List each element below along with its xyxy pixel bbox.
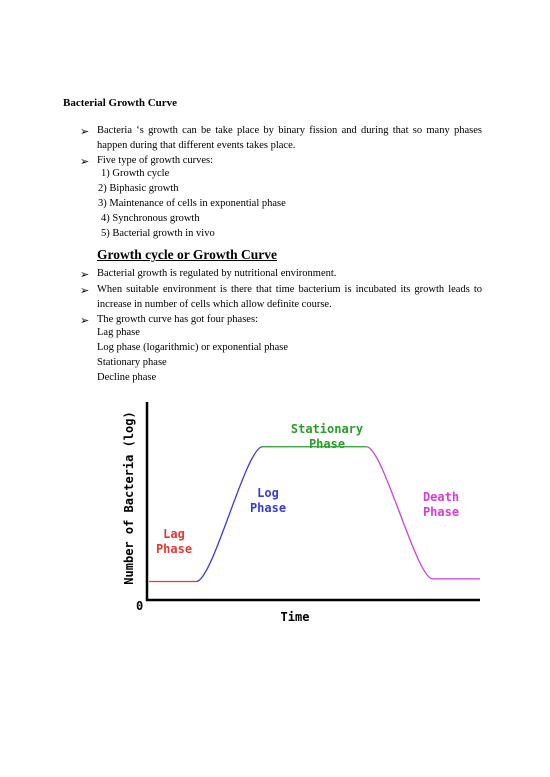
curve-type-item: 3) Maintenance of cells in exponential phase [98,198,286,209]
phase-item-label: Lag phase [97,327,140,338]
curve-type-item: 5) Bacterial growth in vivo [101,228,215,239]
bullet-text: When suitable environment is there that time bacterium is incubated its growth leads to [97,284,482,295]
x-axis-label: Time [280,610,310,624]
bullet-text: happen during that different events takes place. [97,140,296,151]
phase-label-layer [156,422,459,556]
page-title: Bacterial Growth Curve [63,97,178,109]
bullet-arrow-icon: ➢ [80,315,90,327]
curve-type-item: 1) Growth cycle [101,168,170,179]
phase-item [97,357,167,368]
death-phase-label: Death [422,490,460,504]
bullet-arrow-icon: ➢ [80,269,90,281]
lag-phase-label: Lag [163,527,185,541]
bullet-text: The growth curve has got four phases: [97,314,258,325]
phase-item [97,342,288,353]
phase-item [97,372,156,383]
bullet-text: Five type of growth curves: [97,155,214,166]
lag-phase-label: Phase [155,542,193,556]
death-phase-label: Phase [422,505,460,519]
bullet-arrow-icon: ➢ [80,126,90,138]
curve-type-item: 2) Biphasic growth [98,183,179,194]
origin-label: 0 [136,599,144,613]
phase-item-label: Log phase (logarithmic) or exponential phase [97,342,288,353]
phase-item-label: Stationary phase [97,357,167,368]
bullet-arrow-icon: ➢ [80,285,90,297]
curve-type-item: 4) Synchronous growth [101,213,200,224]
log-phase-label: Phase [249,501,287,515]
y-axis-label: Number of Bacteria (log) [122,411,136,585]
stationary-phase-label: Stationary [290,422,364,436]
log-phase-label: Log [257,486,279,500]
stationary-phase-label: Phase [308,437,346,451]
bullet-text: Bacteria ‘s growth can be take place by binary fission and during that so many phases [97,125,482,136]
bullet-text: increase in number of cells which allow definite course. [97,299,332,310]
section-heading: Growth cycle or Growth Curve [97,247,277,262]
growth-curve-chart [110,395,485,625]
bullet-text: Bacterial growth is regulated by nutritional environment. [97,268,337,279]
phase-item [97,327,140,338]
phase-item-label: Decline phase [97,372,157,383]
bullet-arrow-icon: ➢ [80,156,90,168]
